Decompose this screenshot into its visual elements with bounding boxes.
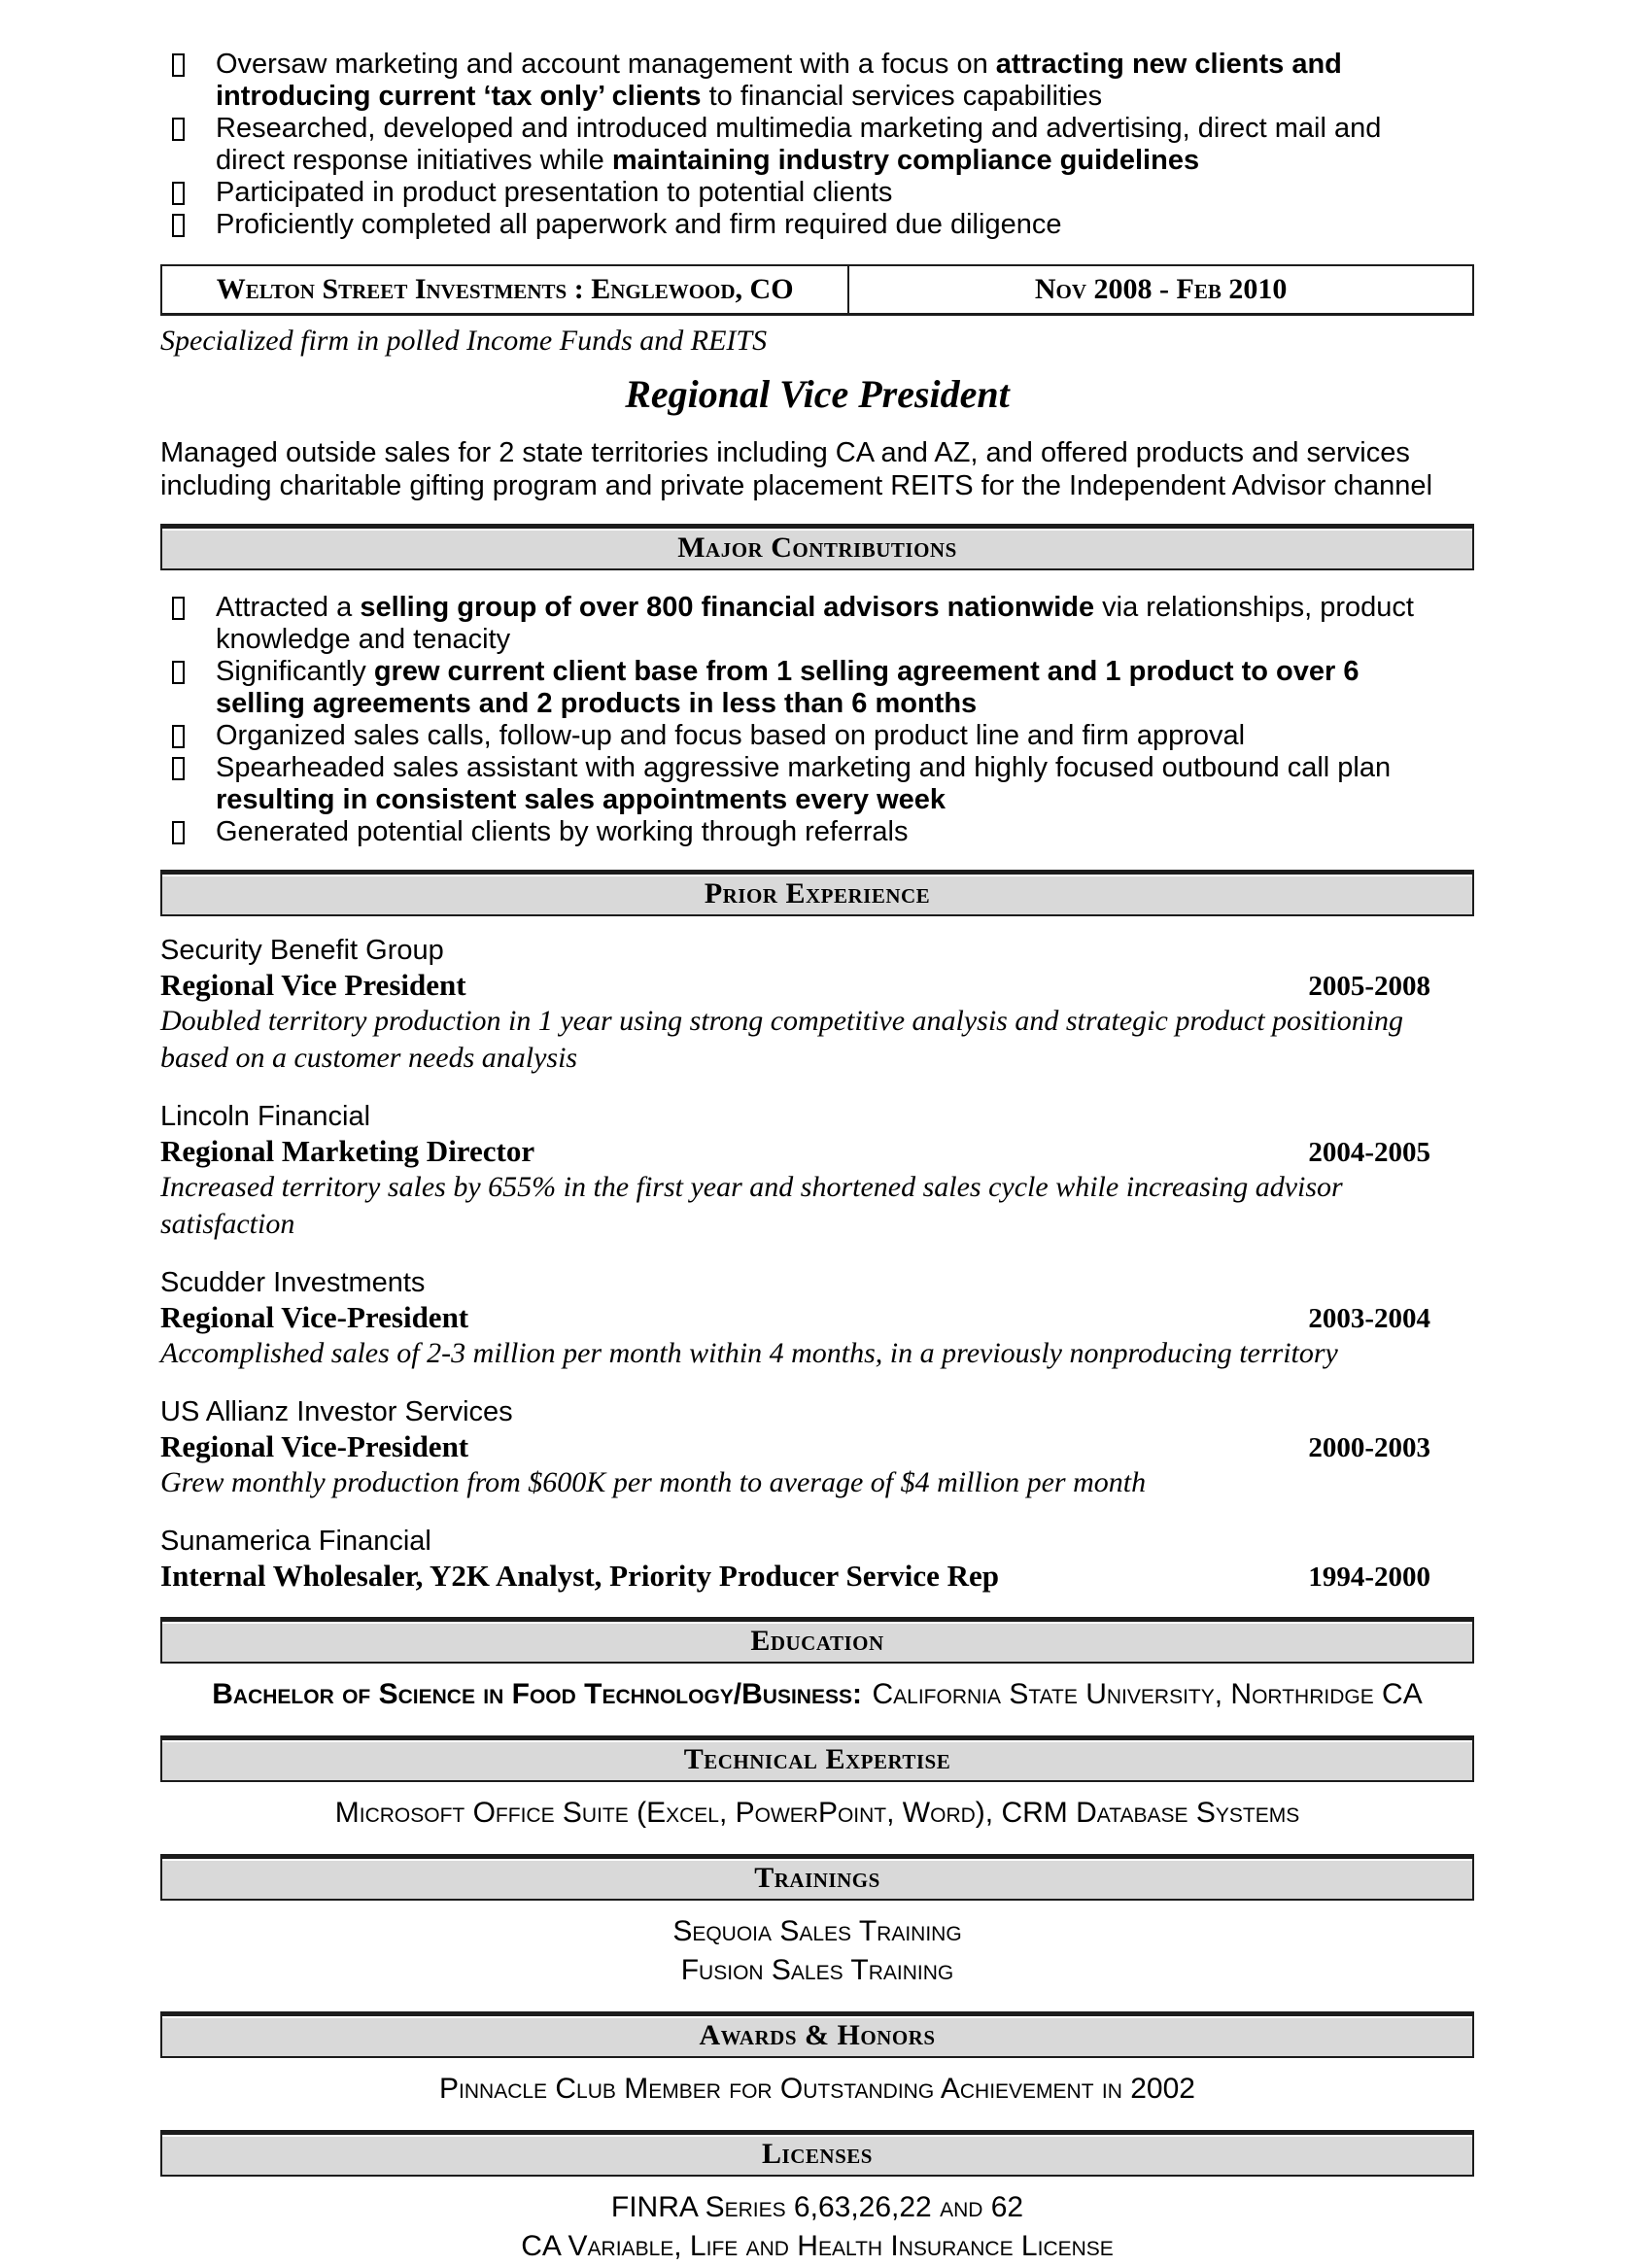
bullet-text xyxy=(216,113,1455,177)
licenses-lines xyxy=(160,2188,1474,2266)
bullet-segment: maintaining industry compliance guidelines xyxy=(611,145,1200,176)
content-line: CA Variable, Life and Health Insurance License xyxy=(521,2230,1114,2262)
degree-label: Bachelor of Science in Food Technology/Business: xyxy=(212,1678,862,1710)
bullet-text xyxy=(216,656,1455,720)
experience-entry xyxy=(160,1525,1474,1594)
section-header-education xyxy=(160,1617,1474,1664)
section-title: Awards & Honors xyxy=(699,2019,936,2051)
bullet-item xyxy=(160,656,1474,720)
section-title: Licenses xyxy=(762,2138,873,2170)
contributions-block xyxy=(160,592,1474,848)
job-role-title: Regional Vice President xyxy=(625,372,1010,416)
title-date-row xyxy=(160,1558,1474,1594)
bullet-item xyxy=(160,209,1474,241)
bullet-segment: Organized sales calls, follow-up and focus based on product line and firm approval xyxy=(216,720,1246,751)
bullet-text xyxy=(216,209,1061,241)
bullet-item xyxy=(160,720,1474,752)
bullet-segment: grew current client base from 1 selling agreement and 1 product to over 6 selling agreements and 2 products in less than 6 months xyxy=(216,656,1359,719)
job-dates: 1994-2000 xyxy=(1308,1562,1430,1593)
bullet-item xyxy=(160,113,1474,177)
employer-subtitle: Specialized firm in polled Income Funds and REITS xyxy=(160,325,768,357)
content-line: Fusion Sales Training xyxy=(680,1954,954,1986)
section-header-technical-expertise xyxy=(160,1735,1474,1782)
title-date-row xyxy=(160,1133,1474,1169)
company-name: Sunamerica Financial xyxy=(160,1526,431,1557)
bullet-text xyxy=(216,592,1455,656)
section-title: Trainings xyxy=(754,1862,880,1894)
experience-entry xyxy=(160,1395,1474,1501)
bullet-square-icon xyxy=(170,720,216,752)
experience-entry xyxy=(160,1266,1474,1372)
bullet-segment: Participated in product presentation to potential clients xyxy=(216,177,893,208)
section-header-licenses xyxy=(160,2130,1474,2177)
experience-entry xyxy=(160,1100,1474,1243)
role-summary: Managed outside sales for 2 state territories including CA and AZ, and offered products and services including charitable gifting program and private placement REITS for the Independent Advisor channel xyxy=(160,437,1433,501)
section-header-prior-experience xyxy=(160,870,1474,916)
section-title: Prior Experience xyxy=(704,877,931,910)
employer-header-table xyxy=(160,264,1474,316)
bullet-segment: Researched, developed and introduced multimedia marketing and advertising, direct mail and direct response initiatives while xyxy=(216,113,1382,176)
bullet-item xyxy=(160,49,1474,113)
education-line xyxy=(160,1675,1474,1714)
job-description: Grew monthly production from $600K per month to average of $4 million per month xyxy=(160,1466,1147,1498)
top-bullet-list xyxy=(160,49,1474,241)
title-date-row xyxy=(160,967,1474,1003)
bullet-item xyxy=(160,816,1474,848)
section-header-trainings xyxy=(160,1854,1474,1901)
bullet-square-icon xyxy=(170,592,216,624)
section-header-awards-honors xyxy=(160,2011,1474,2058)
job-description: Accomplished sales of 2-3 million per month within 4 months, in a previously nonproducing territory xyxy=(160,1337,1338,1369)
bullet-item xyxy=(160,592,1474,656)
section-header-major-contributions xyxy=(160,524,1474,570)
bullet-segment: Oversaw marketing and account management with a focus on xyxy=(216,49,996,80)
bullet-segment: selling group of over 800 financial advisors nationwide xyxy=(360,592,1095,623)
job-dates: 2000-2003 xyxy=(1308,1432,1430,1463)
bullet-segment: attracting new clients and introducing current ‘tax only’ clients xyxy=(216,49,1342,112)
content-line: Sequoia Sales Training xyxy=(672,1915,962,1947)
bullet-segment: via relationships, product knowledge and tenacity xyxy=(216,592,1414,655)
trainings-lines xyxy=(160,1912,1474,1990)
bullet-text xyxy=(216,752,1455,816)
job-dates: 2003-2004 xyxy=(1308,1303,1430,1334)
job-dates: 2005-2008 xyxy=(1308,971,1430,1002)
bullet-text xyxy=(216,816,909,848)
job-dates: 2004-2005 xyxy=(1308,1137,1430,1168)
school-name: California State University, Northridge CA xyxy=(872,1678,1423,1710)
section-title: Technical Expertise xyxy=(683,1743,951,1775)
contributions-bullet-list xyxy=(160,592,1474,848)
job-title: Internal Wholesaler, Y2K Analyst, Priority Producer Service Rep xyxy=(160,1559,1000,1593)
company-name: US Allianz Investor Services xyxy=(160,1396,513,1427)
section-title: Major Contributions xyxy=(677,532,957,564)
bullet-segment: Proficiently completed all paperwork and firm required due diligence xyxy=(216,209,1062,240)
bullet-segment: Attracted a xyxy=(216,592,361,623)
bullet-square-icon xyxy=(170,816,216,848)
bullet-square-icon xyxy=(170,752,216,784)
bullet-square-icon xyxy=(170,209,216,241)
bullet-segment: resulting in consistent sales appointments every week xyxy=(216,784,946,815)
bullet-item xyxy=(160,177,1474,209)
title-date-row xyxy=(160,1299,1474,1335)
awards-line: Pinnacle Club Member for Outstanding Achievement in 2002 xyxy=(439,2073,1195,2105)
employer-dates-cell: Nov 2008 - Feb 2010 xyxy=(1034,273,1288,305)
bullet-segment: Spearheaded sales assistant with aggressive marketing and highly focused outbound call plan xyxy=(216,752,1392,783)
bullet-item xyxy=(160,752,1474,816)
bullet-segment: to financial services capabilities xyxy=(701,81,1103,112)
experience-list xyxy=(160,934,1474,1594)
bullet-segment: Generated potential clients by working through referrals xyxy=(216,816,909,847)
employer-name-cell: Welton Street Investments : Englewood, CO xyxy=(162,266,849,313)
bullet-square-icon xyxy=(170,113,216,145)
job-title: Regional Vice-President xyxy=(160,1300,469,1334)
bullet-segment: Significantly xyxy=(216,656,374,687)
bullet-text xyxy=(216,177,892,209)
company-name: Security Benefit Group xyxy=(160,935,444,966)
content-line: FINRA Series 6,63,26,22 and 62 xyxy=(610,2191,1024,2223)
section-title: Education xyxy=(750,1625,884,1657)
job-description: Doubled territory production in 1 year using strong competitive analysis and strategic product positioning based on a customer needs analysis xyxy=(160,1005,1404,1074)
technical-line: Microsoft Office Suite (Excel, PowerPoint, Word), CRM Database Systems xyxy=(334,1797,1300,1829)
title-date-row xyxy=(160,1428,1474,1464)
bullet-square-icon xyxy=(170,49,216,81)
company-name: Lincoln Financial xyxy=(160,1101,371,1132)
job-title: Regional Vice-President xyxy=(160,1429,469,1463)
company-name: Scudder Investments xyxy=(160,1267,426,1298)
bullet-square-icon xyxy=(170,177,216,209)
experience-entry xyxy=(160,934,1474,1077)
resume-content xyxy=(160,49,1474,2266)
bullet-text xyxy=(216,49,1455,113)
job-description: Increased territory sales by 655% in the first year and shortened sales cycle while increasing advisor satisfaction xyxy=(160,1171,1343,1240)
job-title: Regional Vice President xyxy=(160,968,466,1002)
bullet-text xyxy=(216,720,1245,752)
bullet-square-icon xyxy=(170,656,216,688)
job-title: Regional Marketing Director xyxy=(160,1134,535,1168)
